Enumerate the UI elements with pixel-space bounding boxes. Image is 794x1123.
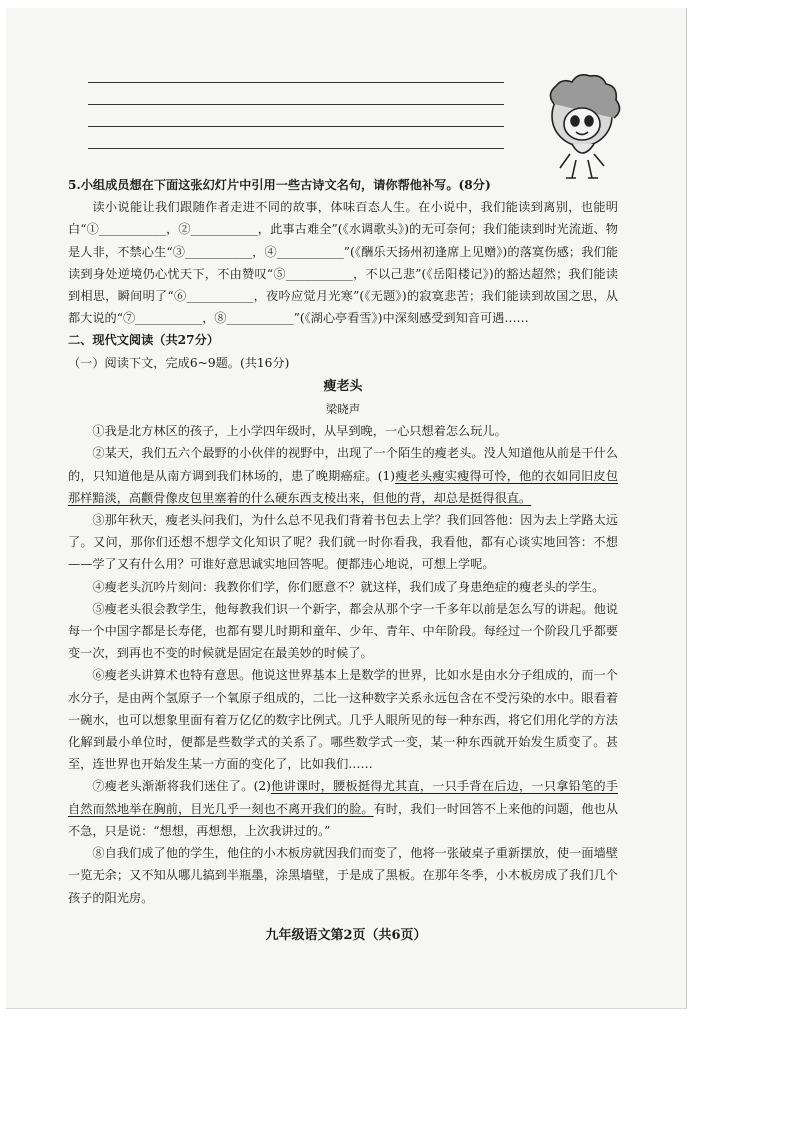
underlined-sentence-1: 瘦老头瘦实瘦得可怜，他的衣如同旧皮包那样黯淡，高颧骨像皮包里塞着的什么硬东西支棱出来，但他的背，却总是挺得很直。 — [68, 468, 619, 505]
paragraph-2 — [68, 442, 618, 509]
cartoon-mascot-icon — [536, 74, 628, 184]
section-2-subheading: （一）阅读下文，完成6~9题。(共16分) — [68, 355, 290, 370]
answer-line — [88, 148, 504, 149]
paragraph-2-text: ②某天，我们五六个最野的小伙伴的视野中，出现了一个陌生的瘦老头。没人知道他从前是干什么的，只知道他是从南方调到我们林场的，患了晚期癌症。(1) — [68, 446, 618, 483]
exam-page — [6, 8, 687, 1009]
paragraph-3: ③那年秋天，瘦老头问我们，为什么总不见我们背着书包去上学？我们回答他：因为去上学路太远了。又问，那你们还想不想学文化知识了呢？我们就一时你看我，我看他，都有心谈实地回答：不想——学了又有什么用？可谁好意思诚实地回答呢。便都违心地说，可想上学呢。 — [68, 513, 618, 572]
paragraph-4: ④瘦老头沉吟片刻问：我教你们学，你们愿意不？就这样，我们成了身患绝症的瘦老头的学生。 — [92, 579, 605, 594]
paragraph-8: ⑧自我们成了他的学生，他住的小木板房就因我们而变了，他将一张破桌子重新摆放，使一面墙壁一览无余；又不知从哪儿搞到半瓶墨，涂黑墙壁，于是成了黑板。在那年冬季，小木板房成了我们几个孩子的阳光房。 — [68, 846, 618, 905]
exam-content — [68, 174, 618, 909]
paragraph-1: ①我是北方林区的孩子，上小学四年级时，从早到晚，一心只想着怎么玩儿。 — [92, 424, 507, 439]
question-5-heading: 5.小组成员想在下面这张幻灯片中引用一些古诗文名句，请你帮他补写。(8分) — [68, 178, 491, 192]
paragraph-5: ⑤瘦老头很会教学生，他每教我们识一个新字，都会从那个字一千多年以前是怎么写的讲起。他说每一个中国字都是长寿佬，也都有婴儿时期和童年、少年、青年、中年阶段。每经过一个阶段几乎都要变一次，到再也不变的时候就是固定在最美妙的时候了。 — [68, 601, 618, 661]
paragraph-7-tail: 有时，我们一时回答不上来他的问题，他也从不急，只是说：“想想，再想想，上次我讲过的。” — [68, 801, 619, 838]
answer-line — [88, 104, 504, 105]
article-author: 梁晓声 — [325, 402, 361, 417]
answer-line — [88, 82, 504, 83]
paragraph-7-text: ⑦瘦老头渐渐将我们迷住了。(2) — [92, 779, 271, 794]
page-footer: 九年级语文第2页（共6页） — [265, 928, 427, 943]
answer-line — [88, 126, 504, 127]
underlined-sentence-2: 他讲课时，腰板挺得尤其直，一只手背在后边，一只拿铅笔的手自然而然地举在胸前，目光几乎一刻也不离开我们的脸。 — [68, 779, 619, 816]
article-title: 瘦老头 — [323, 378, 363, 394]
paragraph-6: ⑥瘦老头讲算术也特有意思。他说这世界基本上是数学的世界，比如水是由水分子组成的，而一个水分子，是由两个氢原子一个氧原子组成的，二比一这种数字关系永远包含在不受污染的水中。眼看着一碗水，也可以想象里面有着万亿亿的数字比例式。几乎人眼所见的每一种东西，将它们用化学的方法化解到最小单位时，便都是些数学式的关系了。哪些数学式一变，某一种东西就开始发生质变了。甚至，连世界也开始发生某一方面的变化了，比如我们…… — [68, 668, 618, 772]
section-2-heading: 二、现代文阅读（共27分） — [68, 333, 220, 348]
question-5-body: 读小说能让我们跟随作者走进不同的故事，体味百态人生。在小说中，我们能读到离别，也能明白“①___________，②___________，此事古难全”(《水调歌头》)的无可奈何；我们能读到时光流逝、物是人非，不禁心生“③___________，④___________”(《酬乐天扬州初逢席上见赠》)的落寞伤感；我们能读到身处逆境仍心忧天下，不由赞叹“⑤___________，不以己悲”(《岳阳楼记》)的豁达超然；我们能读到相思，瞬间明了“⑥___________，夜吟应觉月光寒”(《无题》)的寂寞悲苦；我们能读到故国之思，从都大说的“⑦___________，⑧___________”(《湖心亭看雪》)中深刻感受到知音可遇…… — [68, 200, 618, 326]
paragraph-7 — [68, 775, 618, 842]
